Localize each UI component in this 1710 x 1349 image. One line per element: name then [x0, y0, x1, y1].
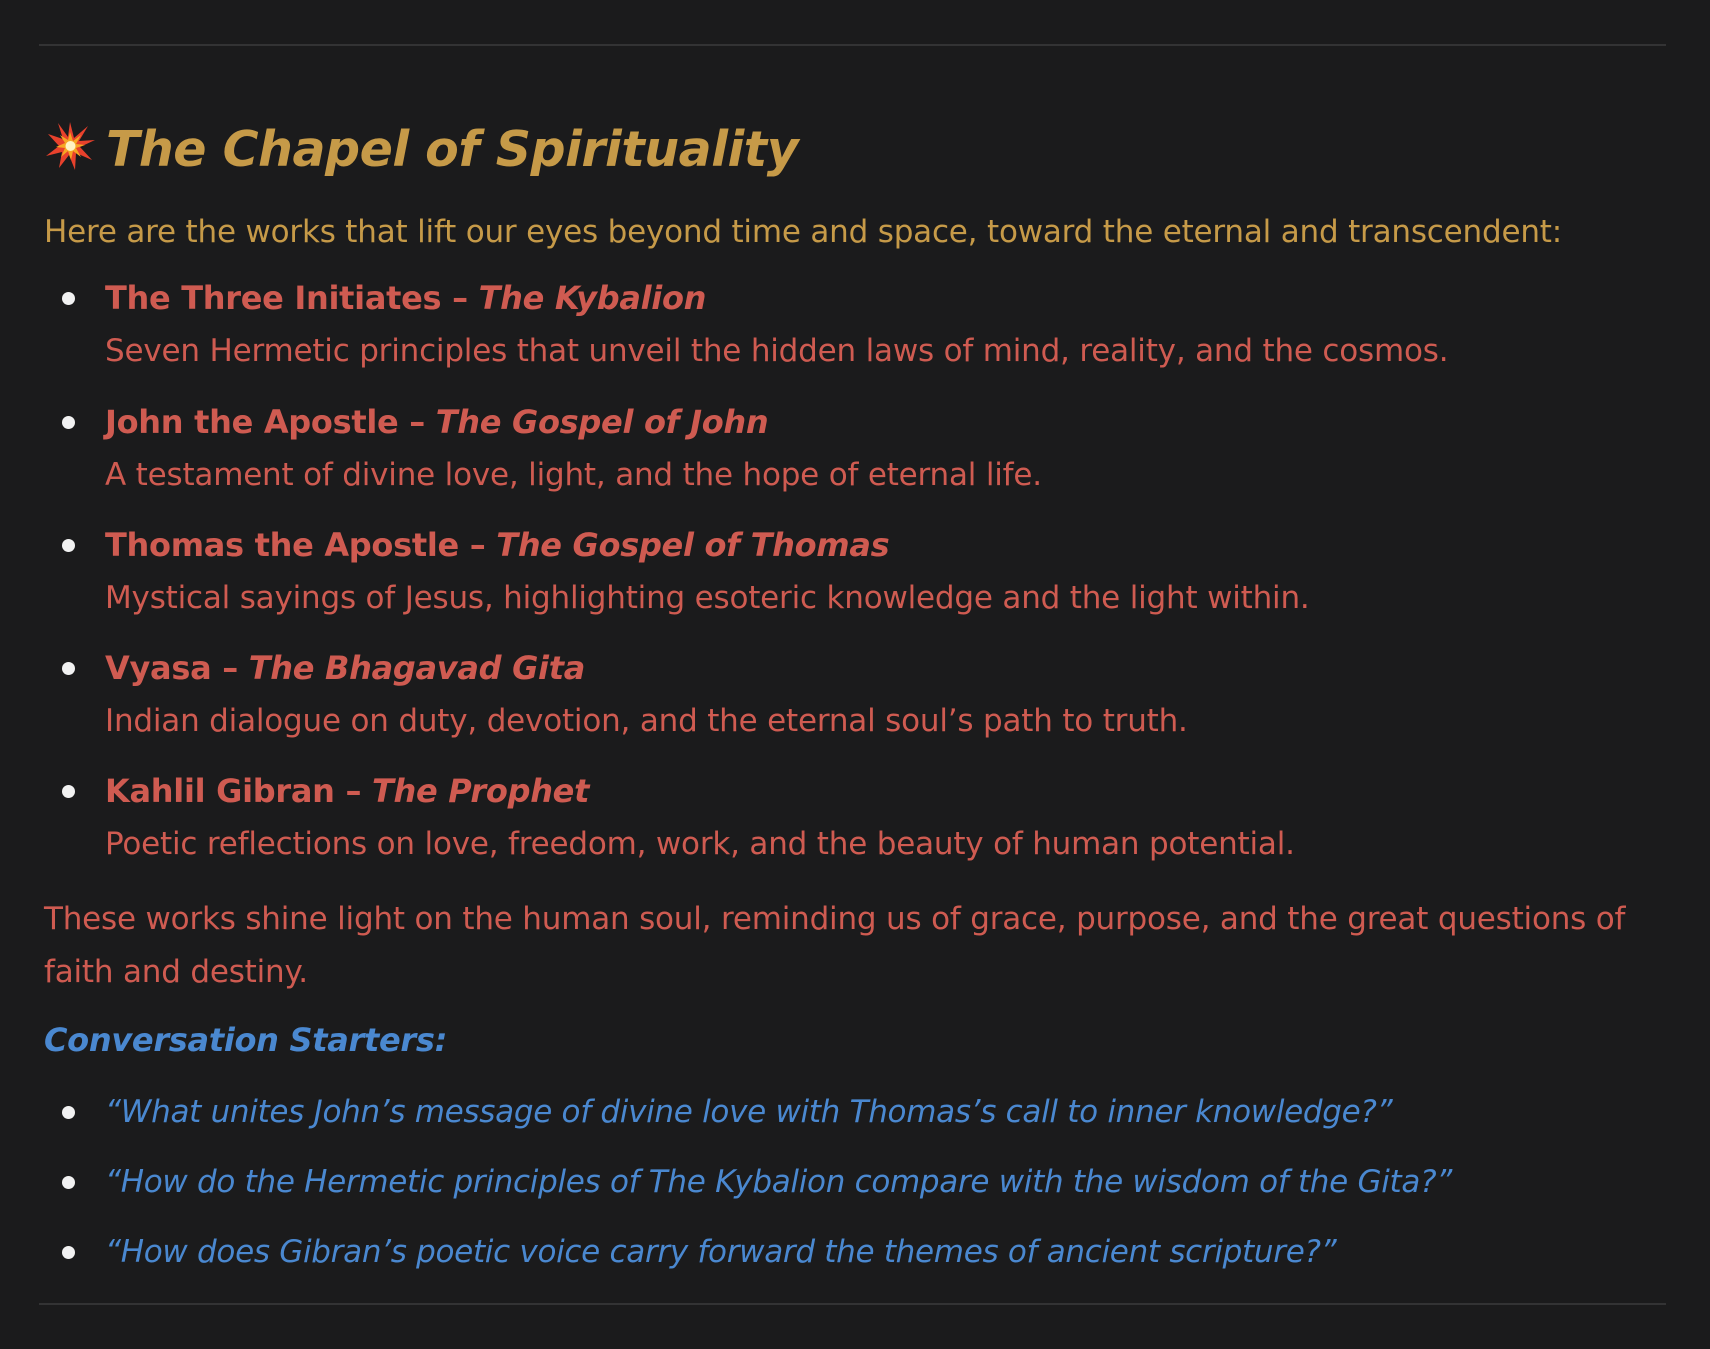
starter-question: “How do the Hermetic principles of The Kybalion compare with the wisdom of the Gita?”: [105, 1164, 1452, 1200]
work-description: A testament of divine love, light, and the hope of eternal life.: [105, 457, 1042, 493]
section-heading: [44, 115, 798, 185]
work-author: John the Apostle –: [105, 403, 436, 441]
work-description: Poetic reflections on love, freedom, work, and the beauty of human potential.: [105, 826, 1295, 862]
work-title: [105, 767, 589, 815]
work-title: [105, 521, 889, 569]
section-title: The Chapel of Spirituality: [106, 121, 799, 178]
collision-spark-icon: [44, 120, 96, 172]
work-book: The Kybalion: [478, 279, 707, 317]
bullet-icon: [62, 662, 75, 675]
work-book: The Prophet: [372, 772, 590, 810]
work-author: The Three Initiates –: [105, 279, 479, 317]
bullet-icon: [62, 539, 75, 552]
work-book: The Gospel of John: [435, 403, 769, 441]
work-book: The Gospel of Thomas: [496, 526, 890, 564]
bullet-icon: [62, 785, 75, 798]
work-author: Vyasa –: [105, 649, 249, 687]
bullet-icon: [62, 1176, 75, 1189]
work-title: [105, 644, 585, 692]
bottom-divider: [39, 1303, 1666, 1305]
work-description: Seven Hermetic principles that unveil the hidden laws of mind, reality, and the cosmos.: [105, 333, 1449, 369]
starter-question: “How does Gibran’s poetic voice carry forward the themes of ancient scripture?”: [105, 1234, 1337, 1270]
work-author: Kahlil Gibran –: [105, 772, 372, 810]
work-title: [105, 398, 768, 446]
work-description: Indian dialogue on duty, devotion, and the eternal soul’s path to truth.: [105, 703, 1188, 739]
top-divider: [39, 44, 1666, 46]
work-author: Thomas the Apostle –: [105, 526, 497, 564]
bullet-icon: [62, 1106, 75, 1119]
work-book: The Bhagavad Gita: [248, 649, 585, 687]
intro-text: Here are the works that lift our eyes beyond time and space, toward the eternal and transcendent:: [44, 214, 1562, 250]
bullet-icon: [62, 416, 75, 429]
work-title: [105, 274, 706, 322]
conversation-starters-heading: Conversation Starters:: [44, 1021, 448, 1059]
work-description: Mystical sayings of Jesus, highlighting esoteric knowledge and the light within.: [105, 580, 1310, 616]
bullet-icon: [62, 292, 75, 305]
starter-question: “What unites John’s message of divine love with Thomas’s call to inner knowledge?”: [105, 1094, 1393, 1130]
bullet-icon: [62, 1246, 75, 1259]
closing-paragraph: These works shine light on the human soul, reminding us of grace, purpose, and the great questions of faith and destiny.: [44, 901, 1626, 990]
